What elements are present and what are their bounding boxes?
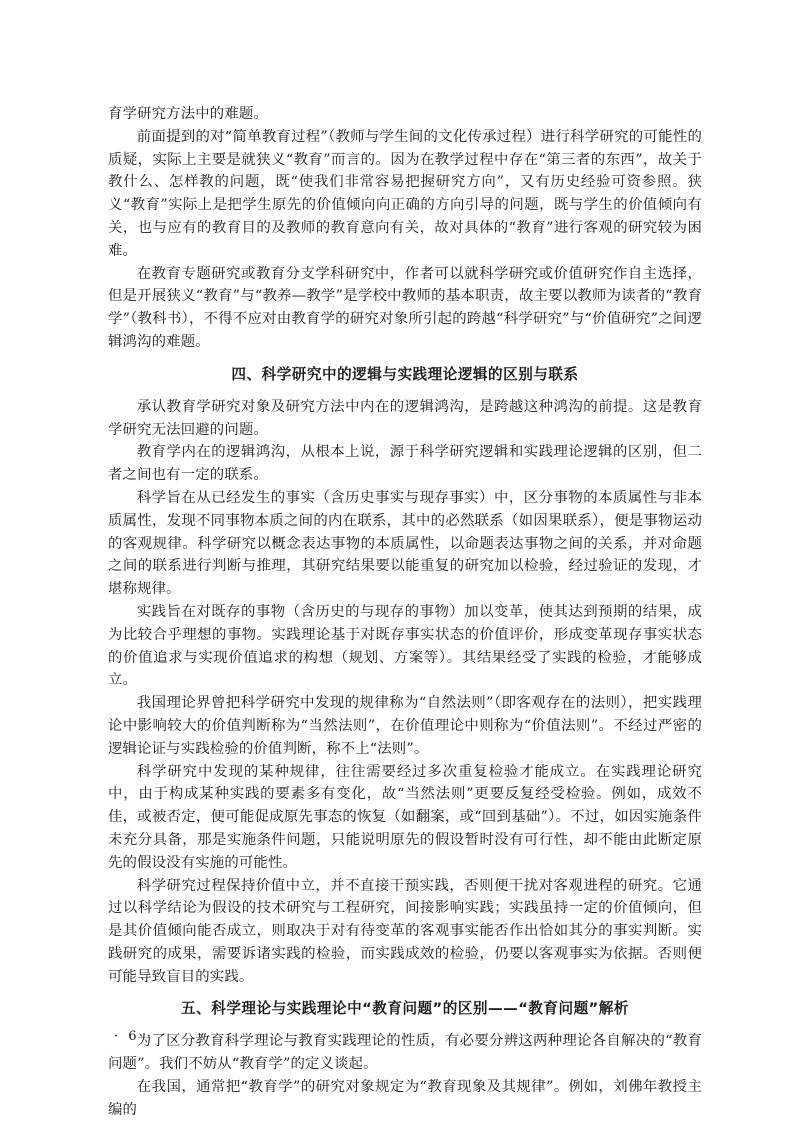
page-body — [108, 103, 702, 1122]
page-number: · 6 · — [114, 1029, 154, 1044]
paragraph: 科学旨在从已经发生的事实（含历史事实与现存事实）中，区分事物的本质属性与非本质属性，发现不同事物本质之间的内在联系，其中的必然联系（如因果联系），便是事物运动的客观规律。科学研究以概念表达事物的本质属性，以命题表达事物之间的关系，并对命题之间的联系进行判断与推理，其研究结果要以能重复的研究加以检验，经过验证的发现，才堪称规律。 — [108, 489, 702, 598]
section-heading-4: 四、科学研究中的逻辑与实践理论逻辑的区别与联系 — [231, 365, 579, 383]
paragraph: 为了区分教育科学理论与教育实践理论的性质，有必要分辨这两种理论各自解决的“教育问题”。我们不妨从“教育学”的定义谈起。 — [108, 1033, 702, 1073]
section-heading-5: 五、科学理论与实践理论中“教育问题”的区别——“教育问题”解析 — [181, 1000, 629, 1018]
paragraph: 科学研究过程保持价值中立，并不直接干预实践，否则便干扰对客观进程的研究。它通过以科学结论为假设的技术研究与工程研究，间接影响实践；实践虽持一定的价值倾向，但是其价值倾向能否成立，则取决于对有待变革的客观事实能否作出恰如其分的事实判断。实践研究的成果，需要诉诸实践的检验，而实践成效的检验，仍要以客观事实为依据。否则便可能导致盲目的实践。 — [108, 877, 702, 985]
paragraph: 我国理论界曾把科学研究中发现的规律称为“自然法则”（即客观存在的法则），把实践理论中影响较大的价值判断称为“当然法则”，在价值理论中则称为“价值法则”。不经过严密的逻辑论证与实践检验的价值判断，称不上“法则”。 — [108, 695, 702, 757]
paragraph-continuation: 育学研究方法中的难题。 — [108, 106, 268, 122]
paragraph: 在我国，通常把“教育学”的研究对象规定为“教育现象及其规律”。例如，刘佛年教授主编的 — [108, 1079, 702, 1118]
paragraph: 实践旨在对既存的事物（含历史的与现存的事物）加以变革，使其达到预期的结果，成为比较合乎理想的事物。实践理论基于对既存事实状态的价值评价，形成变革现存事实状态的价值追求与实现价值追求的构想（规划、方案等）。其结果经受了实践的检验，才能够成立。 — [108, 603, 702, 689]
paragraph: 在教育专题研究或教育分支学科研究中，作者可以就科学研究或价值研究作自主选择，但是开展狭义“教育”与“教养—教学”是学校中教师的基本职责，故主要以教师为读者的“教育学”（教科书），不得不应对由教育学的研究对象所引起的跨越“科学研究”与“价值研究”之间逻辑鸿沟的难题。 — [108, 265, 702, 350]
paragraph: 承认教育学研究对象及研究方法中内在的逻辑鸿沟，是跨越这种鸿沟的前提。这是教育学研究无法回避的问题。 — [108, 398, 702, 438]
paragraph: 科学研究中发现的某种规律，往往需要经过多次重复检验才能成立。在实践理论研究中，由于构成某种实践的要素多有变化，故“当然法则”更要反复经受检验。例如，成效不佳，或被否定，便可能促成原先事态的恢复（如翻案，或“回到基础”）。不过，如因实施条件未充分具备，那是实施条件问题，只能说明原先的假设暂时没有可行性，却不能由此断定原先的假设没有实施的可能性。 — [108, 763, 702, 871]
paragraph: 前面提到的对“简单教育过程”（教师与学生间的文化传承过程）进行科学研究的可能性的质疑，实际上主要是就狭义“教育”而言的。因为在教学过程中存在“第三者的东西”，故关于教什么、怎样教的问题，既“使我们非常容易把握研究方向”，又有历史经验可资参照。狭义“教育”实际上是把学生原先的价值倾向向正确的方向引导的问题，既与学生的价值倾向有关，也与应有的教育目的及教师的教育意向有关，故对具体的“教育”进行客观的研究较为困难。 — [108, 128, 702, 259]
paragraph: 教育学内在的逻辑鸿沟，从根本上说，源于科学研究逻辑和实践理论逻辑的区别，但二者之间也有一定的联系。 — [108, 444, 702, 484]
